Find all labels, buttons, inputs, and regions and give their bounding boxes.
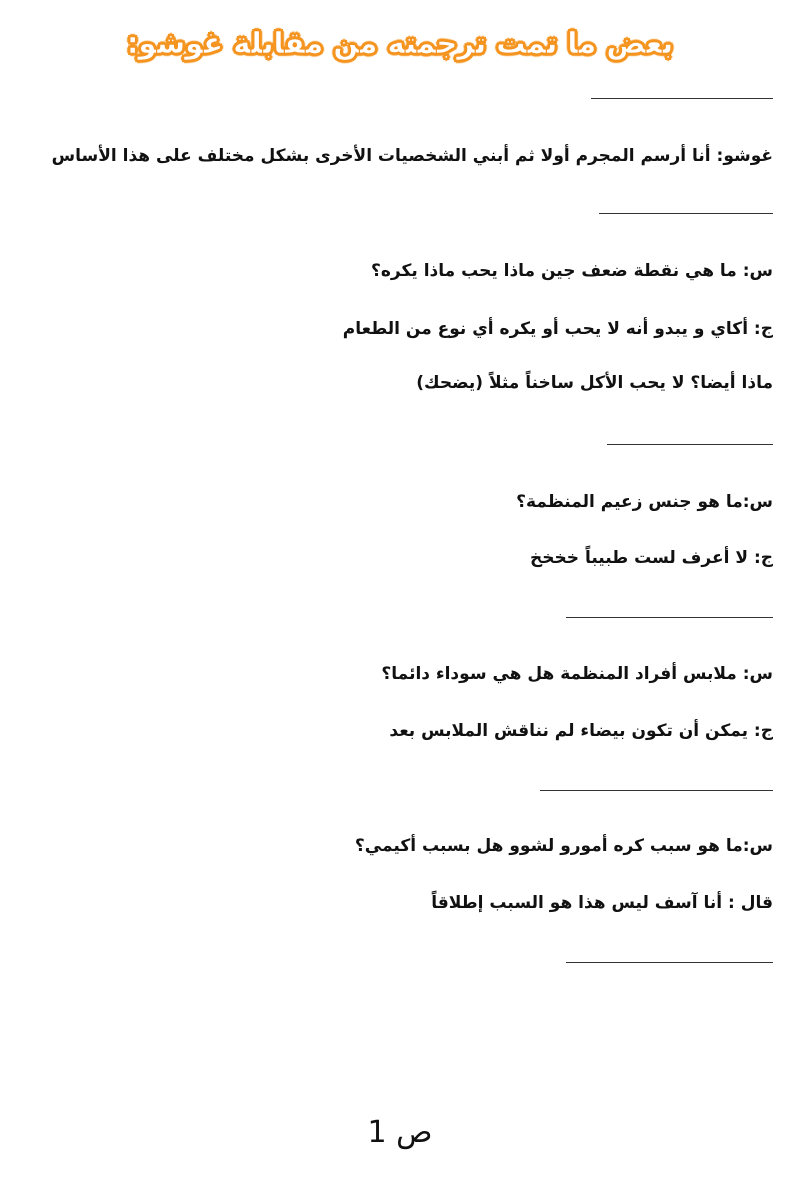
answer-1-extra: ماذا أيضا؟ لا يحب الأكل ساخناً مثلاً (يضحك) <box>416 373 773 393</box>
divider <box>599 213 773 214</box>
question-3: س: ملابس أفراد المنظمة هل هي سوداء دائما؟ <box>381 664 773 684</box>
answer-1: ج: أكاي و يبدو أنه لا يحب أو يكره أي نوع من الطعام <box>342 319 773 339</box>
question-2: س:ما هو جنس زعيم المنظمة؟ <box>516 492 773 512</box>
divider <box>540 790 773 791</box>
divider <box>591 98 773 99</box>
divider <box>566 962 773 963</box>
answer-3: ج: يمكن أن تكون بيضاء لم نناقش الملابس بعد <box>389 721 773 741</box>
page-number: ص 1 <box>367 1115 433 1150</box>
page-title: بعض ما تمت ترجمته من مقابلة غوشو: <box>126 26 674 60</box>
answer-4: قال : أنا آسف ليس هذا هو السبب إطلاقاً <box>431 893 773 913</box>
intro-text: غوشو: أنا أرسم المجرم أولا ثم أبني الشخصيات الأخرى بشكل مختلف على هذا الأساس <box>51 146 773 166</box>
question-1: س: ما هي نقطة ضعف جين ماذا يحب ماذا يكره؟ <box>371 261 773 281</box>
answer-2: ج: لا أعرف لست طبيباً خخخخ <box>530 548 773 568</box>
question-4: س:ما هو سبب كره أمورو لشوو هل بسبب أكيمي؟ <box>354 836 773 856</box>
divider <box>607 444 773 445</box>
divider <box>566 617 773 618</box>
